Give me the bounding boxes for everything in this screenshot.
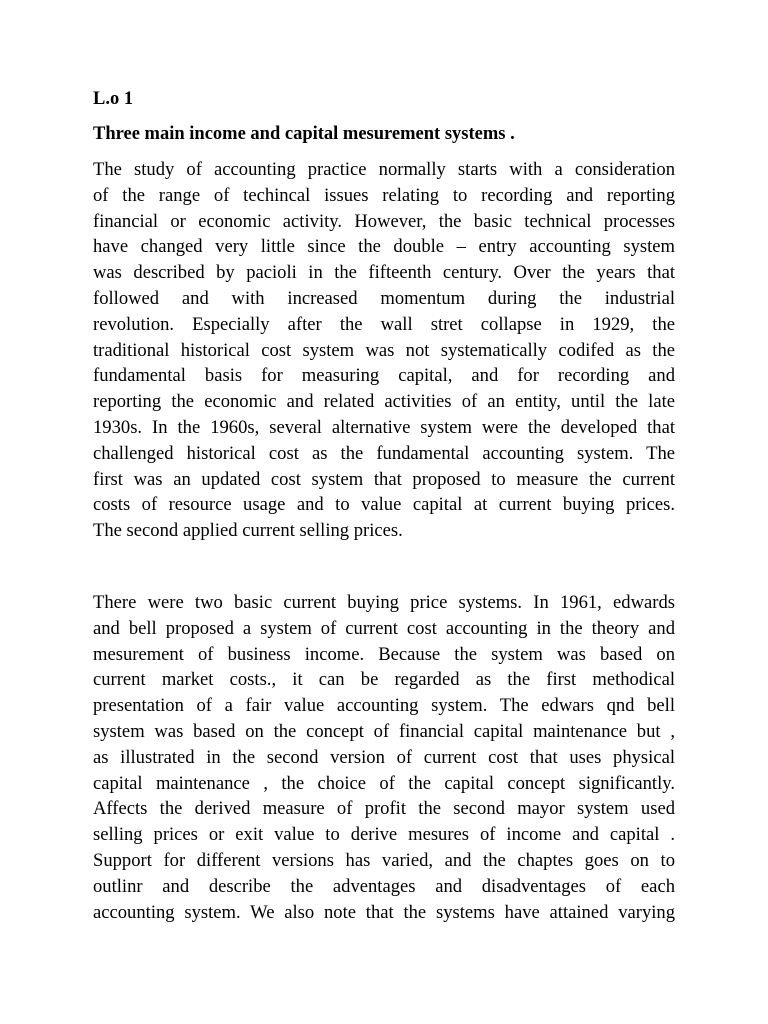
document-title: Three main income and capital mesurement systems . xyxy=(93,124,515,144)
paragraph-line: selling prices or exit value to derive mesures of income and capital . xyxy=(93,824,675,846)
paragraph-line: revolution. Especially after the wall stret collapse in 1929, the xyxy=(93,313,675,335)
paragraph-line: of the range of techincal issues relating to recording and reporting xyxy=(93,184,675,206)
paragraph-line: followed and with increased momentum during the industrial xyxy=(93,287,675,309)
paragraph-line: capital maintenance , the choice of the capital concept significantly. xyxy=(93,772,675,794)
paragraph-line: outlinr and describe the adventages and disadventages of each xyxy=(93,875,675,897)
paragraph-line: The study of accounting practice normally starts with a consideration xyxy=(93,159,675,180)
paragraph-line: The second applied current selling prices. xyxy=(93,520,403,542)
paragraph-line: 1930s. In the 1960s, several alternative system were the developed that xyxy=(93,416,675,438)
paragraph-line: and bell proposed a system of current cost accounting in the theory and xyxy=(93,617,675,639)
paragraph-line: as illustrated in the second version of current cost that uses physical xyxy=(93,746,675,768)
document-page xyxy=(93,0,675,1024)
paragraph-1 xyxy=(93,157,675,544)
section-label: L.o 1 xyxy=(93,89,134,109)
paragraph-line: There were two basic current buying price systems. In 1961, edwards xyxy=(93,592,675,613)
paragraph-line: Affects the derived measure of profit the second mayor system used xyxy=(93,798,675,820)
paragraph-line: current market costs., it can be regarded as the first methodical xyxy=(93,669,675,691)
paragraph-line: accounting system. We also note that the systems have attained varying xyxy=(93,901,675,923)
paragraph-line: traditional historical cost system was not systematically codifed as the xyxy=(93,339,675,361)
paragraph-line: financial or economic activity. However, the basic technical processes xyxy=(93,210,675,232)
paragraph-line: mesurement of business income. Because the system was based on xyxy=(93,643,675,665)
paragraph-line: have changed very little since the double – entry accounting system xyxy=(93,236,675,258)
paragraph-line: first was an updated cost system that proposed to measure the current xyxy=(93,468,675,490)
paragraph-line: reporting the economic and related activities of an entity, until the late xyxy=(93,391,675,413)
paragraph-line: challenged historical cost as the fundamental accounting system. The xyxy=(93,442,675,464)
paragraph-line: Support for different versions has varied, and the chaptes goes on to xyxy=(93,849,675,871)
paragraph-line: presentation of a fair value accounting system. The edwars qnd bell xyxy=(93,695,675,717)
paragraph-line: system was based on the concept of financial capital maintenance but , xyxy=(93,720,675,742)
paragraph-line: was described by pacioli in the fifteenth century. Over the years that xyxy=(93,262,675,284)
paragraph-line: costs of resource usage and to value capital at current buying prices. xyxy=(93,494,675,516)
paragraph-line: fundamental basis for measuring capital, and for recording and xyxy=(93,365,675,387)
paragraph-2 xyxy=(93,590,675,925)
